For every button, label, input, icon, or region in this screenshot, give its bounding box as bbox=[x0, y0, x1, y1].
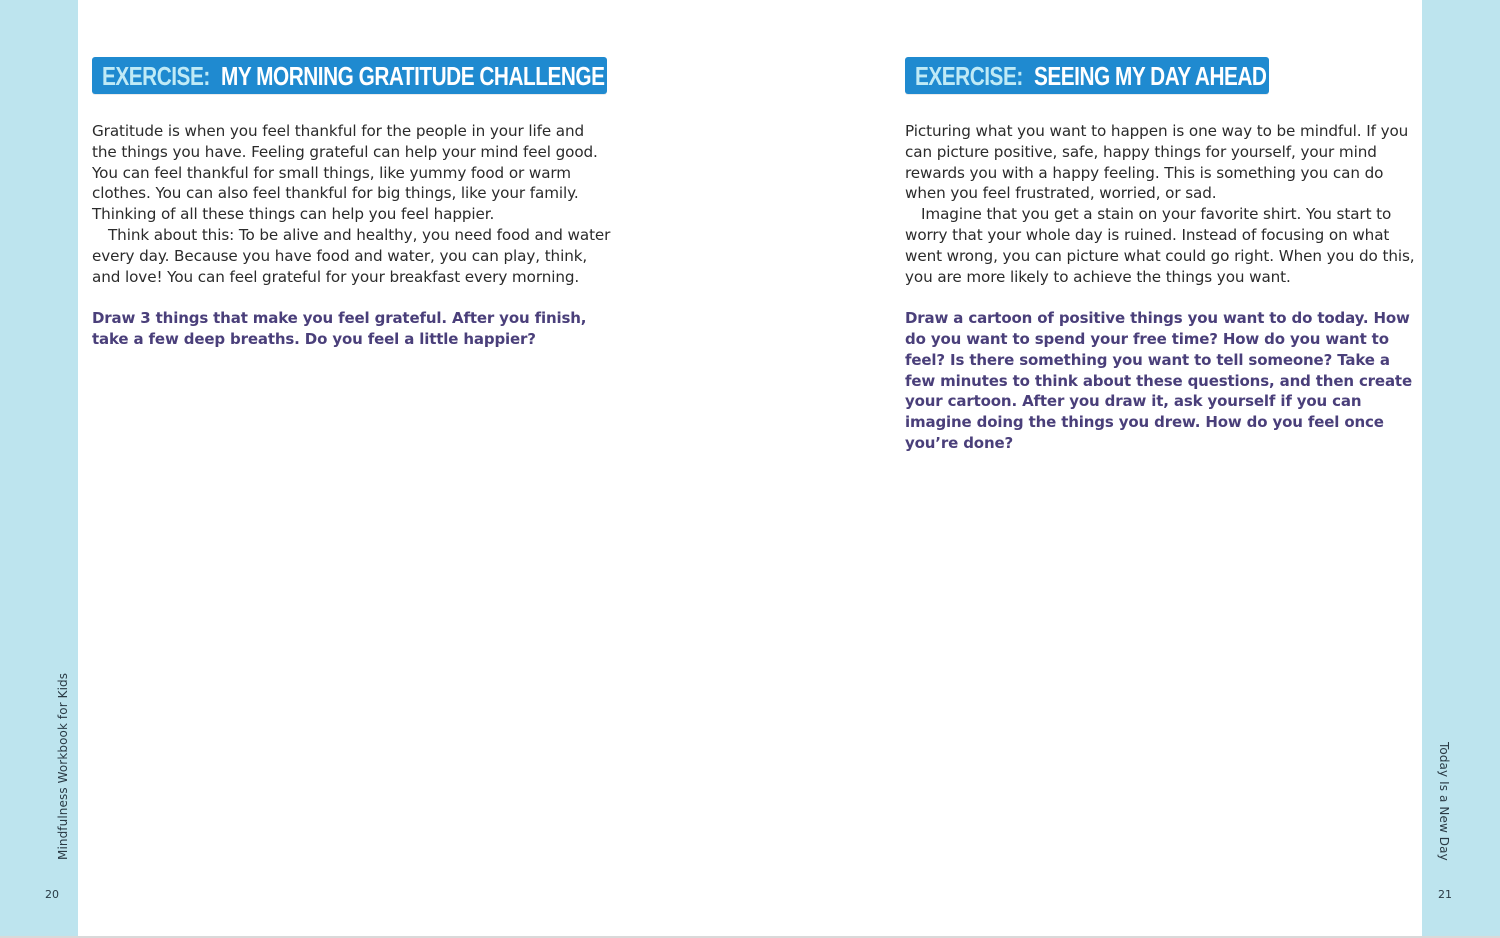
exercise-prefix: EXERCISE: bbox=[102, 61, 210, 91]
body-paragraph: Imagine that you get a stain on your favorite shirt. You start to worry that your whole day is ruined. Instead of focusing on what went wrong, you can picture what could go right. When you do this, you are more likely to achieve the things you want. bbox=[905, 205, 1415, 286]
body-paragraph: Picturing what you want to happen is one way to be mindful. If you can picture positive, safe, happy things for yourself, your mind rewards you with a happy feeling. This is something you can do when you feel frustrated, worried, or sad. bbox=[905, 122, 1409, 203]
exercise-body bbox=[92, 121, 612, 287]
exercise-body bbox=[905, 121, 1415, 287]
left-page-number: 20 bbox=[45, 888, 59, 901]
right-page-content bbox=[905, 57, 1415, 454]
left-running-head: Mindfulness Workbook for Kids bbox=[56, 672, 70, 860]
right-page-number: 21 bbox=[1438, 888, 1452, 901]
exercise-title-banner bbox=[92, 57, 607, 94]
exercise-prompt: Draw 3 things that make you feel grateful. After you finish, take a few deep breaths. Do you feel a little happier? bbox=[92, 309, 587, 348]
exercise-title: SEEING MY DAY AHEAD bbox=[1033, 61, 1267, 91]
body-paragraph: Gratitude is when you feel thankful for the people in your life and the things you have. Feeling grateful can help your mind feel good. You can feel thankful for small things, like yummy food or warm clothes. You can also feel thankful for big things, like your family. Thinking of all these things can help you feel happier. bbox=[92, 122, 598, 224]
body-paragraph: Think about this: To be alive and healthy, you need food and water every day. Because you have food and water, you can play, think, and love! You can feel grateful for your breakfast every morning. bbox=[92, 225, 611, 286]
right-margin-band bbox=[1422, 0, 1500, 936]
right-running-head: Today Is a New Day bbox=[1437, 742, 1451, 861]
exercise-title: MY MORNING GRATITUDE CHALLENGE bbox=[220, 61, 605, 91]
exercise-prompt: Draw a cartoon of positive things you want to do today. How do you want to spend your free time? How do you want to feel? Is there something you want to tell someone? Take a few minutes to think about these questions, and then create your cartoon. After you draw it, ask yourself if you can imagine doing the things you drew. How do you feel once you’re done? bbox=[905, 309, 1412, 452]
exercise-prefix: EXERCISE: bbox=[915, 61, 1023, 91]
left-page-content bbox=[92, 57, 612, 350]
exercise-title-banner bbox=[905, 57, 1269, 94]
